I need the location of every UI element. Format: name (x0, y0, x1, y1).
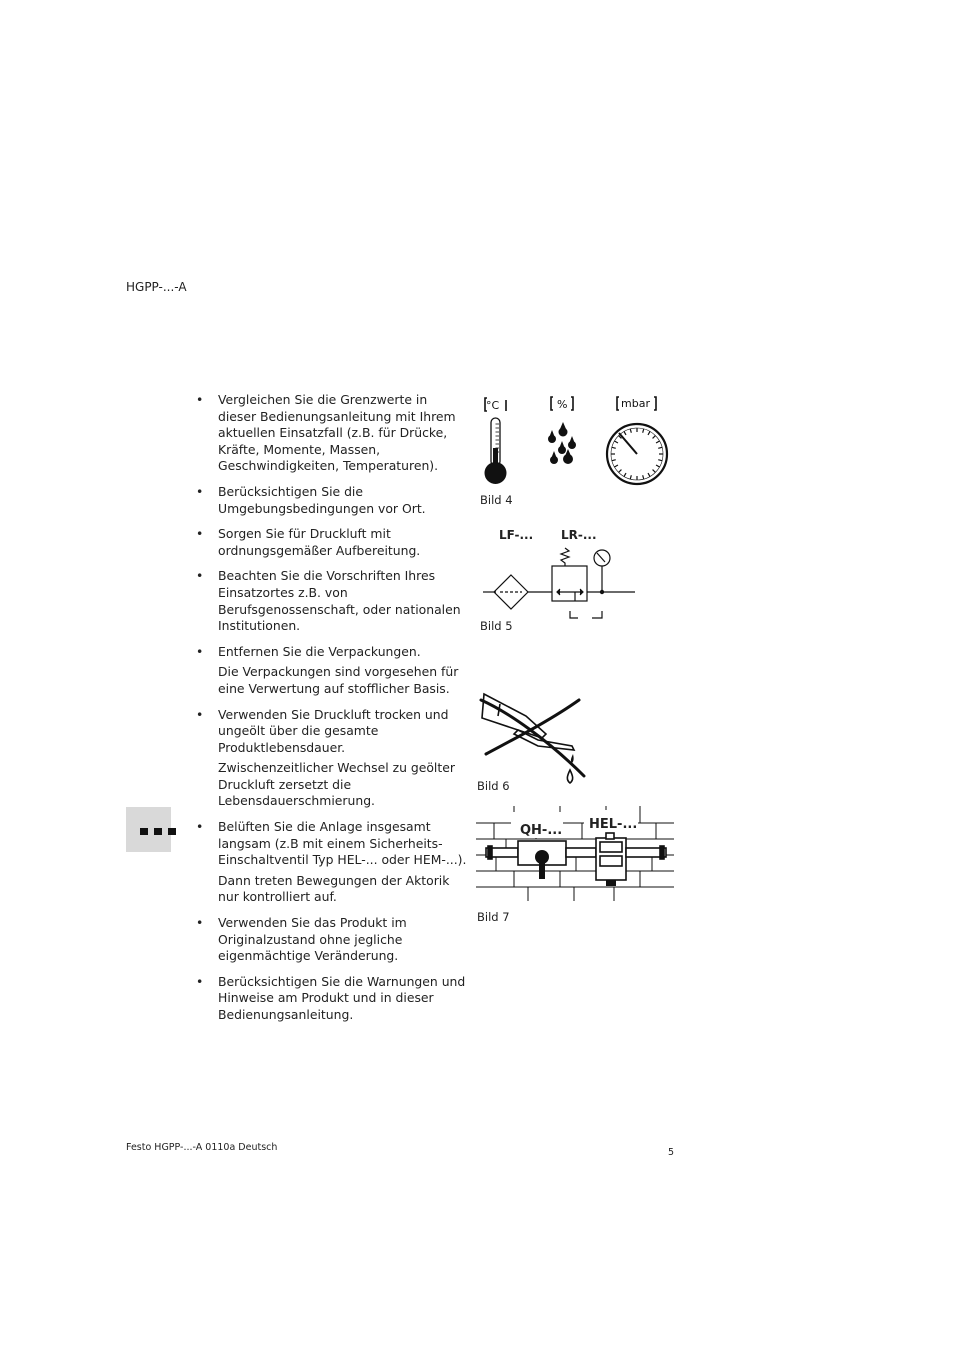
oil-can-icon (482, 694, 574, 750)
bullet-icon: • (196, 526, 204, 542)
pressure-unit-label: mbar (621, 397, 650, 410)
droplets-icon (548, 422, 576, 464)
hel-label: HEL-... (589, 817, 638, 832)
figure-7-soft-start-valve-symbol (476, 806, 676, 902)
list-item (196, 568, 468, 634)
instruction-text: Berücksichtigen Sie die Warnungen und Hinweise am Produkt und in dieser Bedienungsanleitung. (218, 973, 466, 1022)
bullet-icon: • (196, 706, 204, 722)
list-item (196, 526, 468, 559)
instruction-text: Entfernen Sie die Verpackungen. (218, 643, 421, 659)
instruction-note: Dann treten Bewegungen der Aktorik nur kontrolliert auf. (218, 872, 450, 905)
list-item (196, 974, 468, 1024)
list-item (196, 915, 468, 965)
instruction-list (196, 392, 468, 1033)
bullet-icon: • (196, 568, 204, 584)
instruction-note: Zwischenzeitlicher Wechsel zu geölter Druckluft zersetzt die Lebensdauerschmierung. (218, 760, 455, 809)
instruction-text: Vergleichen Sie die Grenzwerte in dieser Bedienungsanleitung mit Ihrem aktuellen Einsatzfall (z.B. für Drücke, Kräfte, Momente, Massen, Geschwindigkeiten, Temperaturen). (218, 392, 456, 474)
figure-5-caption: Bild 5 (480, 619, 513, 633)
bullet-icon: • (196, 915, 204, 931)
instruction-note: Die Verpackungen sind vorgesehen für eine Verwertung auf stofflicher Basis. (218, 664, 459, 696)
list-item (196, 392, 468, 475)
bullet-icon: • (196, 973, 204, 989)
instruction-text: Verwenden Sie das Produkt im Originalzustand ohne jegliche eigenmächtige Veränderung. (218, 915, 407, 964)
list-item (196, 484, 468, 517)
figure-4-operating-conditions (476, 394, 676, 494)
temp-unit-label: °C (486, 399, 500, 412)
document-header: HGPP-...-A (126, 280, 187, 294)
figure-4-caption: Bild 4 (480, 493, 513, 507)
section-continuation-marker (126, 807, 171, 852)
bullet-icon: • (196, 643, 204, 659)
marker-square-icon (154, 828, 162, 835)
instruction-text: Berücksichtigen Sie die Umgebungsbedingungen vor Ort. (218, 483, 426, 516)
bullet-icon: • (196, 483, 204, 499)
marker-square-icon (168, 828, 176, 835)
list-item (196, 644, 468, 698)
page-number: 5 (668, 1147, 675, 1158)
marker-square-icon (140, 828, 148, 835)
figure-5-air-preparation-symbol (480, 545, 640, 625)
instruction-text: Sorgen Sie für Druckluft mit ordnungsgemäßer Aufbereitung. (218, 526, 421, 558)
oil-drop-icon (567, 754, 573, 783)
instruction-text: Beachten Sie die Vorschriften Ihres Einsatzortes z.B. von Berufsgenossenschaft, oder nationalen Institutionen. (218, 568, 461, 634)
list-item (196, 707, 468, 811)
bullet-icon: • (196, 392, 204, 407)
qh-label: QH-... (520, 823, 563, 838)
figure-7-caption: Bild 7 (477, 910, 510, 924)
list-item (196, 819, 468, 906)
lr-label: LR-... (561, 528, 597, 542)
pressure-gauge-icon (607, 424, 667, 484)
bullet-icon: • (196, 819, 204, 835)
thermometer-icon (485, 418, 507, 484)
instruction-text: Belüften Sie die Anlage insgesamt langsam (z.B mit einem Sicherheits-Einschaltventil Typ HEL-... oder HEM-...). (218, 819, 467, 868)
humidity-unit-label: % (557, 398, 568, 411)
figure-6-no-oil-symbol (478, 692, 588, 792)
page-footer: Festo HGPP-...-A 0110a Deutsch (126, 1142, 278, 1153)
lf-label: LF-... (499, 528, 534, 542)
instruction-text: Verwenden Sie Druckluft trocken und ungeölt über die gesamte Produktlebensdauer. (218, 706, 449, 755)
figure-6-caption: Bild 6 (477, 779, 510, 793)
regulator-symbol (552, 566, 587, 601)
